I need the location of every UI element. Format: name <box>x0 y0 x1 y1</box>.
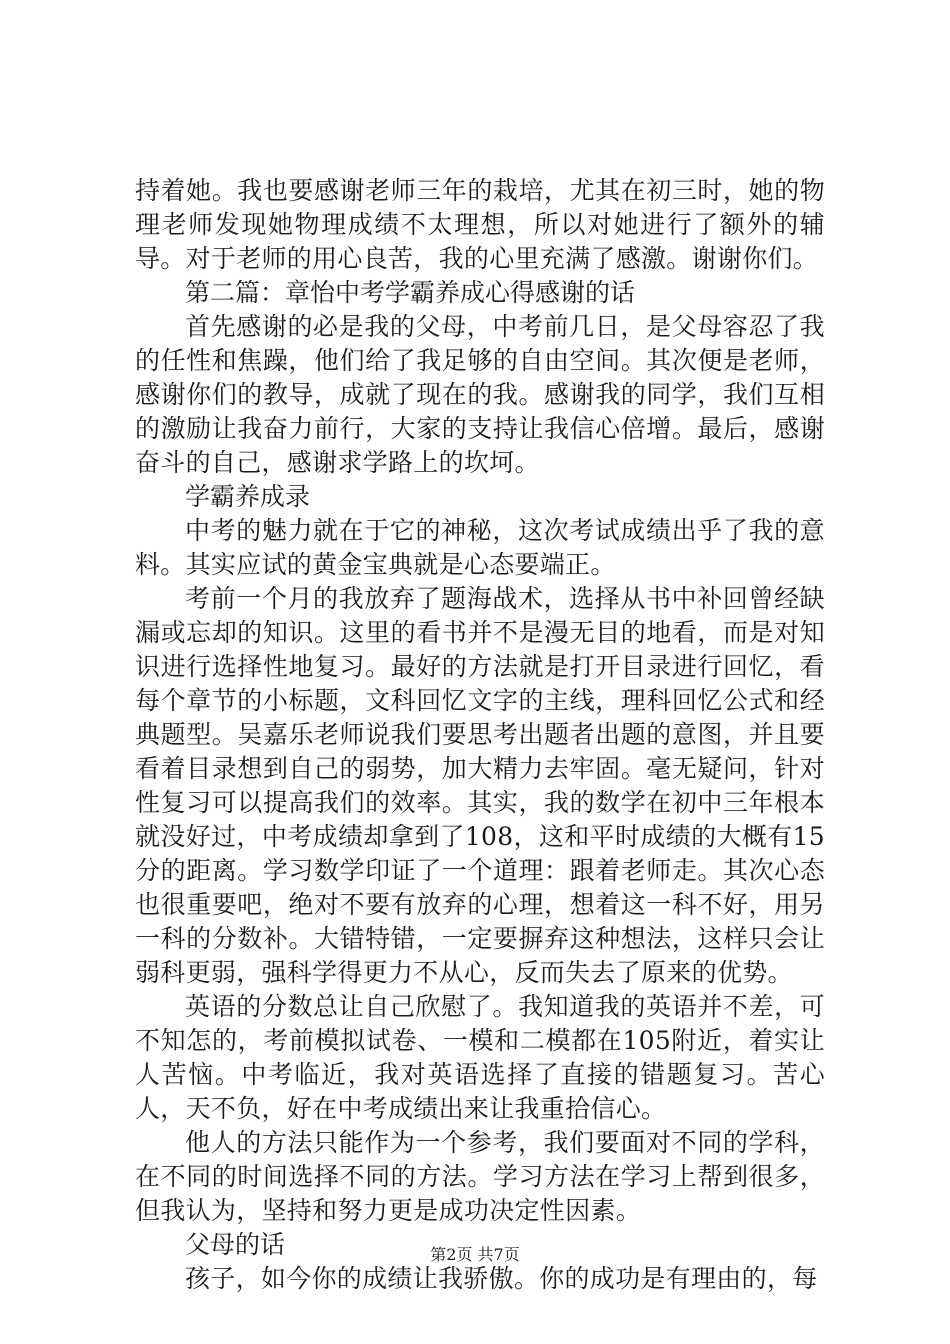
section-heading-parents-words: 父母的话 <box>185 1230 286 1259</box>
paragraph-continuation: 持着她。我也要感谢老师三年的栽培，尤其在初三时，她的物理老师发现她物理成绩不太理想，所以对她进行了额外的辅导。对于老师的用心良苦，我的心里充满了感激。谢谢你们。 <box>135 176 825 273</box>
section-heading-study-record: 学霸养成录 <box>185 482 311 511</box>
section-heading-article-two: 第二篇：章怡中考学霸养成心得感谢的话 <box>185 278 636 307</box>
document-body <box>135 174 825 1296</box>
paragraph-english: 英语的分数总让自己欣慰了。我知道我的英语并不差，可不知怎的，考前模拟试卷、一模和二模都在105附近，着实让人苦恼。中考临近，我对英语选择了直接的错题复习。苦心人，天不负，好在中考成绩出来让我重拾信心。 <box>135 992 825 1123</box>
paragraph-review-method: 考前一个月的我放弃了题海战术，选择从书中补回曾经缺漏或忘却的知识。这里的看书并不是漫无目的地看，而是对知识进行选择性地复习。最好的方法就是打开目录进行回忆，看每个章节的小标题，文科回忆文字的主线，理科回忆公式和经典题型。吴嘉乐老师说我们要思考出题者出题的意图，并且要看着目录想到自己的弱势，加大精力去牢固。毫无疑问，针对性复习可以提高我们的效率。其实，我的数学在初中三年根本就没好过，中考成绩却拿到了108，这和平时成绩的大概有15分的距离。学习数学印证了一个道理：跟着老师走。其次心态也很重要吧，绝对不要有放弃的心理，想着这一科不好，用另一科的分数补。大错特错，一定要摒弃这种想法，这样只会让弱科更弱，强科学得更力不从心，反而失去了原来的优势。 <box>135 584 825 987</box>
paragraph-parents: 孩子，如今你的成绩让我骄傲。你的成功是有理由的，每 <box>185 1264 818 1293</box>
paragraph-others-methods: 他人的方法只能作为一个参考，我们要面对不同的学科，在不同的时间选择不同的方法。学习方法在学习上帮到很多，但我认为，坚持和努力更是成功决定性因素。 <box>135 1128 825 1225</box>
paragraph-thanks: 首先感谢的必是我的父母，中考前几日，是父母容忍了我的任性和焦躁，他们给了我足够的自由空间。其次便是老师，感谢你们的教导，成就了现在的我。感谢我的同学，我们互相的激励让我奋力前行，大家的支持让我信心倍增。最后，感谢奋斗的自己，感谢求学路上的坎坷。 <box>135 312 825 477</box>
paragraph-exam-charm: 中考的魅力就在于它的神秘，这次考试成绩出乎了我的意料。其实应试的黄金宝典就是心态要端正。 <box>135 516 825 579</box>
page-number-footer: 第2页 共7页 <box>430 1245 520 1264</box>
